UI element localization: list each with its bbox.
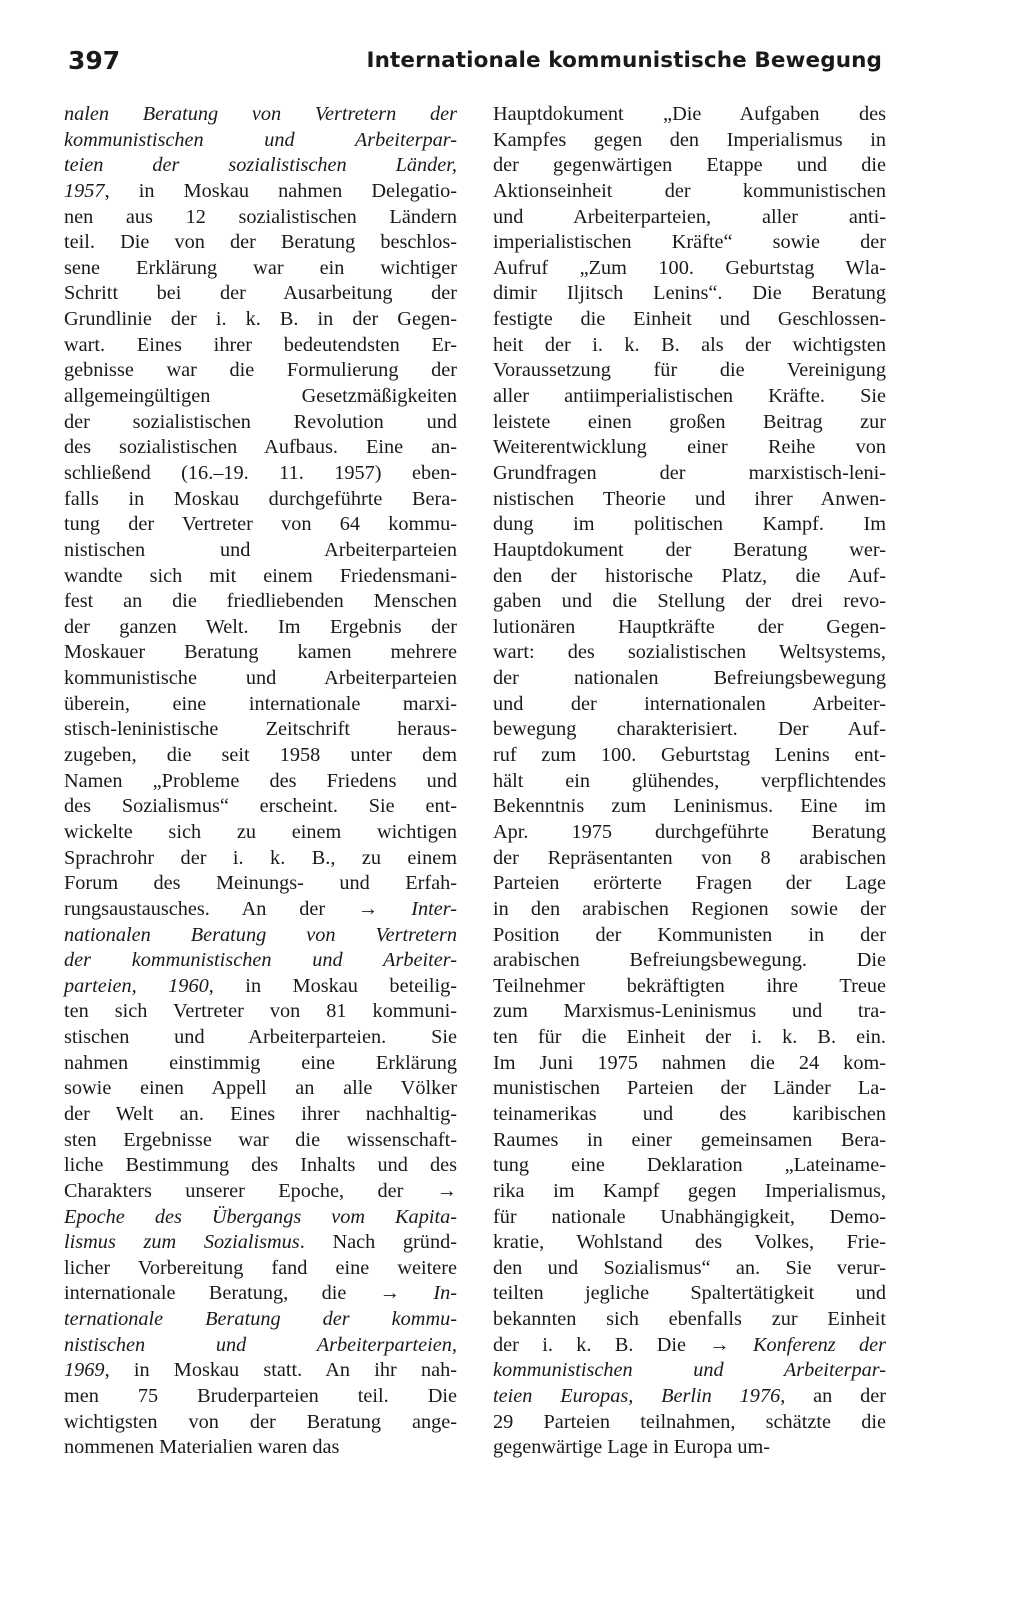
text-line: ternationale Beratung der kommu- [64,1308,457,1331]
text-line: teien Europas, Berlin 1976, an der [493,1385,887,1408]
text-line: Charakters unserer Epoche, der → [64,1179,457,1202]
text-line: Teilnehmer bekräftigten ihre Treue [493,974,886,997]
text-line: des sozialistischen Aufbaus. Eine an- [64,436,457,459]
text-line: wichtigsten von der Beratung ange- [64,1410,457,1433]
text-line: der Repräsentanten von 8 arabischen [493,846,886,869]
text-line: 1957, in Moskau nahmen Delegatio- [64,179,457,202]
text-line: sowie einen Appell an alle Völker [64,1077,457,1100]
text-line: schließend (16.–19. 11. 1957) eben- [64,461,457,484]
text-line: Epoche des Übergangs vom Kapita- [64,1205,457,1228]
text-line: tung der Vertreter von 64 kommu- [64,513,457,536]
text-line: Apr. 1975 durchgeführte Beratung [493,820,886,843]
text-line: wart. Eines ihrer bedeutendsten Er- [64,333,457,356]
text-line: Kampfes gegen den Imperialismus in [493,128,886,151]
text-line: der nationalen Befreiungsbewegung [493,667,886,690]
text-line: der i. k. B. Die → Konferenz der [493,1333,886,1356]
text-line: ruf zum 100. Geburtstag Lenins ent- [493,744,886,767]
text-line: Moskauer Beratung kamen mehrere [64,641,457,664]
page-number: 397 [68,46,121,75]
text-line: zugeben, die seit 1958 unter dem [64,744,457,767]
text-line: sene Erklärung war ein wichtiger [64,256,457,279]
text-line: überein, eine internationale marxi- [64,692,457,715]
text-line: kratie, Wohlstand des Volkes, Frie- [493,1231,886,1254]
text-line: Aktionseinheit der kommunistischen [493,179,886,202]
text-line: der gegenwärtigen Etappe und die [493,154,886,177]
text-line: Hauptdokument der Beratung wer- [493,538,886,561]
text-line: heit der i. k. B. als der wichtigsten [493,333,886,356]
text-line: nistischen und Arbeiterparteien, [64,1333,457,1356]
text-line: Grundlinie der i. k. B. in der Gegen- [64,308,457,331]
text-line: nistischen und Arbeiterparteien [64,538,457,561]
text-line: 29 Parteien teilnahmen, schätzte die [493,1410,886,1433]
text-line: festigte die Einheit und Geschlossen- [493,308,886,331]
text-column-left [64,102,457,1461]
text-line: und der internationalen Arbeiter- [493,692,886,715]
text-line: Grundfragen der marxistisch-leni- [493,461,886,484]
text-line: Bekenntnis zum Leninismus. Eine im [493,795,886,818]
text-column-right [493,102,886,1461]
text-line: nen aus 12 sozialistischen Ländern [64,205,457,228]
text-line: men 75 Bruderparteien teil. Die [64,1385,457,1408]
text-line: bewegung charakterisiert. Der Auf- [493,718,886,741]
text-line: ten sich Vertreter von 81 kommuni- [64,1000,457,1023]
text-line: Namen „Probleme des Friedens und [64,769,457,792]
text-line: stisch-leninistische Zeitschrift heraus- [64,718,457,741]
text-line: munistischen Parteien der Länder La- [493,1077,886,1100]
text-line: den und Sozialismus“ an. Sie verur- [493,1256,886,1279]
text-line: gegenwärtige Lage in Europa um- [493,1436,771,1459]
text-line: der sozialistischen Revolution und [64,410,457,433]
text-line: teinamerikas und des karibischen [493,1102,886,1125]
text-line: wickelte sich zu einem wichtigen [64,820,457,843]
text-line: Aufruf „Zum 100. Geburtstag Wla- [493,256,886,279]
text-line: bekannten sich ebenfalls zur Einheit [493,1308,886,1331]
text-line: gaben und die Stellung der drei revo- [493,590,886,613]
text-line: allgemeingültigen Gesetzmäßigkeiten [64,385,457,408]
text-line: lismus zum Sozialismus. Nach gründ- [64,1231,457,1254]
text-line: fest an die friedliebenden Menschen [64,590,457,613]
text-line: rika im Kampf gegen Imperialismus, [493,1179,886,1202]
text-line: imperialistischen Kräfte“ sowie der [493,231,886,254]
text-line: wandte sich mit einem Friedensmani- [64,564,457,587]
text-line: leistete einen großen Beitrag zur [493,410,886,433]
text-line: Parteien erörterte Fragen der Lage [493,872,886,895]
text-line: Position der Kommunisten in der [493,923,886,946]
text-line: für nationale Unabhängigkeit, Demo- [493,1205,886,1228]
text-line: dung im politischen Kampf. Im [493,513,886,536]
text-line: licher Vorbereitung fand eine weitere [64,1256,457,1279]
text-line: tung eine Deklaration „Lateiname- [493,1154,886,1177]
text-line: aller antiimperialistischen Kräfte. Sie [493,385,886,408]
text-line: Sprachrohr der i. k. B., zu einem [64,846,457,869]
text-line: dimir Iljitsch Lenins“. Die Beratung [493,282,886,305]
text-line: teien der sozialistischen Länder, [64,154,457,177]
text-line: nationalen Beratung von Vertretern [64,923,457,946]
running-head: Internationale kommunistische Bewegung [366,48,882,73]
text-line: teilten jegliche Spaltertätigkeit und [493,1282,886,1305]
text-line: kommunistischen und Arbeiterpar- [493,1359,886,1382]
text-line: Schritt bei der Ausarbeitung der [64,282,457,305]
text-line: kommunistische und Arbeiterparteien [64,667,457,690]
text-line: Hauptdokument „Die Aufgaben des [493,103,886,125]
text-line: nistischen Theorie und ihrer Anwen- [493,487,886,510]
text-line: kommunistischen und Arbeiterpar- [64,128,457,151]
text-line: sten Ergebnisse war die wissenschaft- [64,1128,457,1151]
text-line: falls in Moskau durchgeführte Bera- [64,487,457,510]
text-line: Voraussetzung für die Vereinigung [493,359,886,382]
text-line: Weiterentwicklung einer Reihe von [493,436,886,459]
text-line: der ganzen Welt. Im Ergebnis der [64,615,457,638]
text-line: hält ein glühendes, verpflichtendes [493,769,886,792]
text-line: internationale Beratung, die → In- [64,1282,457,1305]
text-line: rungsaustausches. An der → Inter- [64,897,457,920]
text-line: in den arabischen Regionen sowie der [493,897,886,920]
text-line: den der historische Platz, die Auf- [493,564,886,587]
text-line: 1969, in Moskau statt. An ihr nah- [64,1359,457,1382]
text-line: wart: des sozialistischen Weltsystems, [493,641,886,664]
text-line: Forum des Meinungs- und Erfah- [64,872,457,895]
page-header [0,44,1024,84]
text-line: und Arbeiterparteien, aller anti- [493,205,886,228]
text-line: stischen und Arbeiterparteien. Sie [64,1026,457,1049]
text-line: der kommunistischen und Arbeiter- [64,949,457,972]
text-line: lutionären Hauptkräfte der Gegen- [493,615,886,638]
text-line: arabischen Befreiungsbewegung. Die [493,949,886,972]
text-line: teil. Die von der Beratung beschlos- [64,231,457,254]
text-line: zum Marxismus-Leninismus und tra- [493,1000,886,1023]
text-line: Raumes in einer gemeinsamen Bera- [493,1128,886,1151]
text-line: ten für die Einheit der i. k. B. ein. [493,1026,886,1049]
text-line: nahmen einstimmig eine Erklärung [64,1051,457,1074]
text-line: gebnisse war die Formulierung der [64,359,457,382]
text-line: liche Bestimmung des Inhalts und des [64,1154,457,1177]
text-line: des Sozialismus“ erscheint. Sie ent- [64,795,457,818]
text-line: nommenen Materialien waren das [64,1436,340,1459]
text-line: der Welt an. Eines ihrer nachhaltig- [64,1102,457,1125]
text-line: parteien, 1960, in Moskau beteilig- [64,974,458,997]
text-line: nalen Beratung von Vertretern der [64,103,457,125]
text-line: Im Juni 1975 nahmen die 24 kom- [493,1051,886,1074]
